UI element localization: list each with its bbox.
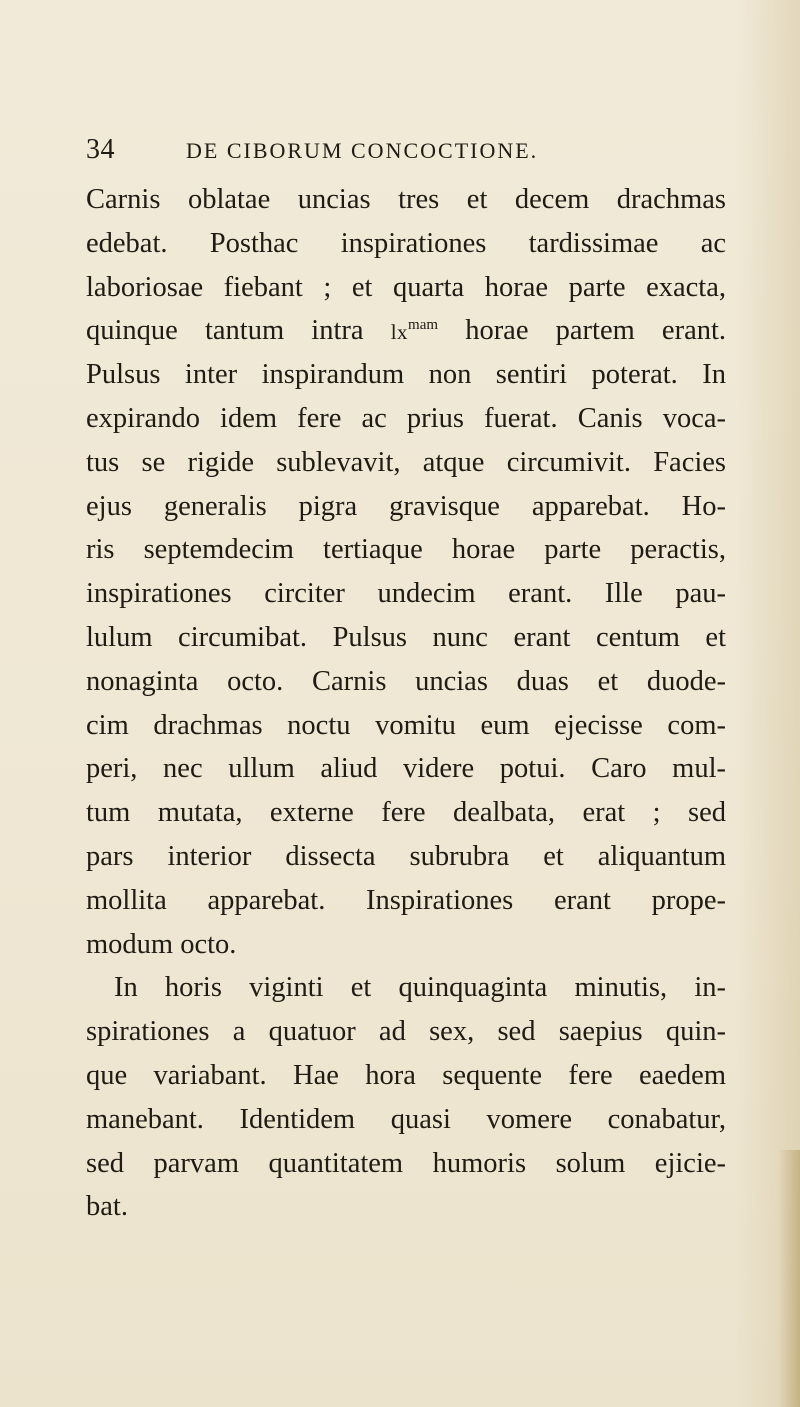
text-line: cim drachmas noctu vomitu eum ejecisse com- bbox=[86, 709, 726, 741]
text-line: laboriosae fiebant ; et quarta horae parte exacta, bbox=[86, 271, 726, 303]
text-fragment: quinque tantum intra bbox=[86, 315, 391, 347]
text-line: tum mutata, externe fere dealbata, erat ; sed bbox=[86, 797, 726, 829]
text-line: mollita apparebat. Inspirationes erant prope- bbox=[86, 884, 726, 916]
text-line: lulum circumibat. Pulsus nunc erant centum et bbox=[86, 621, 726, 653]
text-line: manebant. Identidem quasi vomere conabatur, bbox=[86, 1103, 726, 1135]
text-line: ris septemdecim tertiaque horae parte peractis, bbox=[86, 534, 726, 566]
text-line: peri, nec ullum aliud videre potui. Caro mul- bbox=[86, 753, 726, 785]
text-line: In horis viginti et quinquaginta minutis, in- bbox=[114, 972, 726, 1004]
text-line: ejus generalis pigra gravisque apparebat. Ho- bbox=[86, 490, 726, 522]
superscript: mam bbox=[408, 317, 439, 334]
page-header bbox=[86, 134, 726, 174]
text-line: edebat. Posthac inspirationes tardissimae ac bbox=[86, 227, 726, 259]
text-line: pars interior dissecta subrubra et aliquantum bbox=[86, 840, 726, 872]
text-line: modum octo. bbox=[86, 928, 237, 960]
text-line: nonaginta octo. Carnis uncias duas et duode- bbox=[86, 665, 726, 697]
text-line: spirationes a quatuor ad sex, sed saepius quin- bbox=[86, 1016, 726, 1048]
roman-numeral: lx bbox=[390, 320, 409, 345]
text-line: Carnis oblatae uncias tres et decem drachmas bbox=[86, 184, 726, 215]
text-line: tus se rigide sublevavit, atque circumivit. Facies bbox=[86, 446, 726, 478]
running-title: DE CIBORUM CONCOCTIONE. bbox=[186, 138, 539, 163]
page-number: 34 bbox=[86, 134, 115, 165]
body-text bbox=[86, 178, 726, 1229]
text-line-with-numeral bbox=[86, 309, 726, 353]
text-line: inspirationes circiter undecim erant. Ille pau- bbox=[86, 578, 726, 610]
text-line: bat. bbox=[86, 1191, 128, 1223]
text-line: que variabant. Hae hora sequente fere eaedem bbox=[86, 1059, 726, 1091]
page-edge-stain bbox=[778, 1150, 800, 1407]
text-line: sed parvam quantitatem humoris solum ejicie- bbox=[86, 1147, 726, 1179]
text-line: Pulsus inter inspirandum non sentiri poterat. In bbox=[86, 359, 726, 391]
text-line: expirando idem fere ac prius fuerat. Canis voca- bbox=[86, 402, 726, 434]
text-fragment: horae partem erant. bbox=[438, 315, 727, 347]
